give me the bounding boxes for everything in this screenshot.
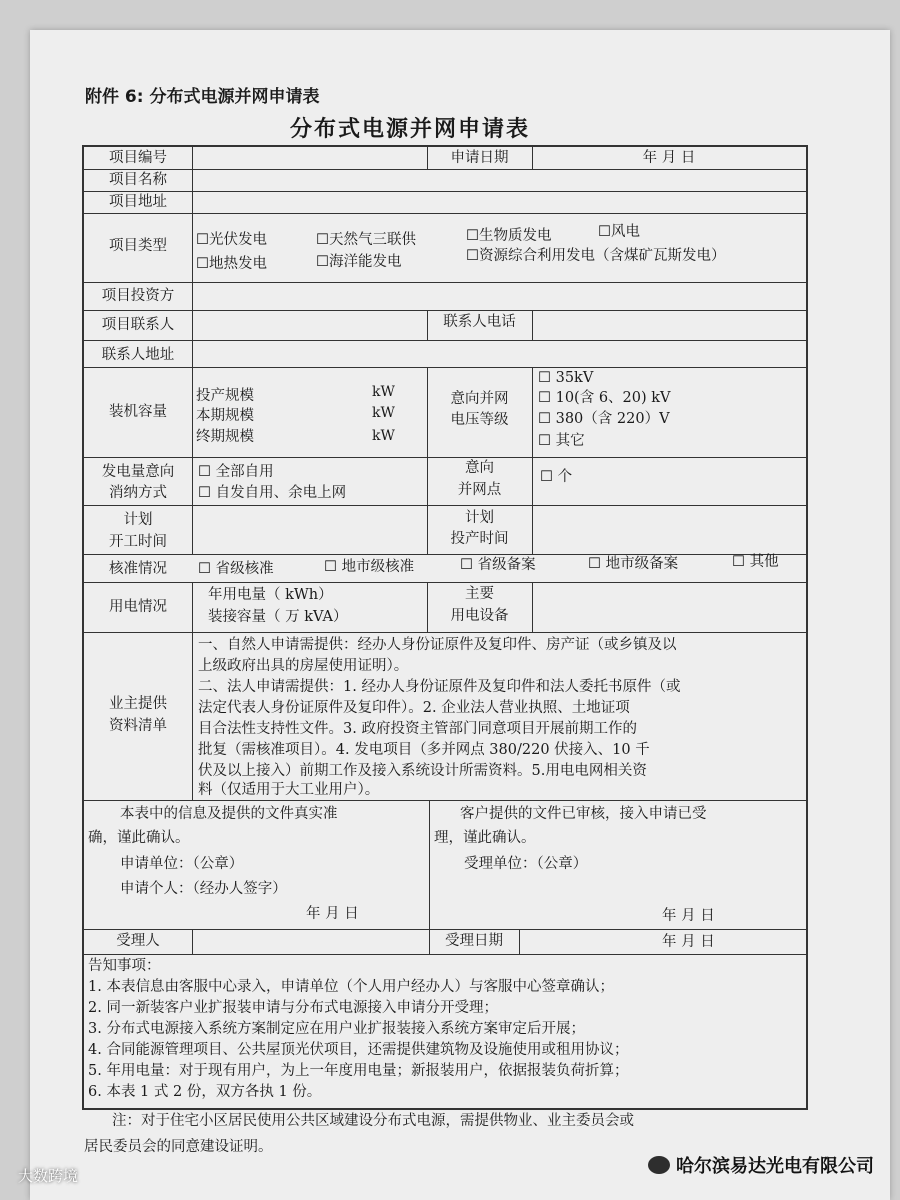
approval-option-province-record[interactable]: ☐ 省级备案 (460, 557, 536, 573)
prod-label-1: 计划 (465, 510, 494, 526)
approval-option-city[interactable]: ☐ 地市级核准 (324, 559, 415, 575)
declare-right-date: 年 月 日 (662, 908, 715, 924)
notice-title: 告知事项： (88, 958, 161, 974)
docs-label-2: 资料清单 (109, 718, 167, 734)
applicant-unit-seal: 申请单位：（公章） (120, 856, 244, 872)
consume-option-surplus[interactable]: ☐ 自发自用、余电上网 (198, 485, 347, 501)
voltage-label-1: 意向并网 (450, 391, 509, 407)
start-label-2: 开工时间 (109, 534, 167, 550)
docs-line: 二、法人申请需提供：1. 经办人身份证原件及复印件和法人委托书原件（或 (198, 679, 681, 695)
applicant-signature: 申请个人：（经办人签字） (120, 881, 287, 897)
type-option-pv[interactable]: ☐光伏发电 (196, 232, 267, 248)
investor-label: 项目投资方 (101, 288, 175, 304)
declare-right-line1: 客户提供的文件已审核，接入申请已受 (460, 806, 707, 822)
capacity-row-label: 投产规模 (196, 388, 254, 404)
consume-label-1: 发电量意向 (101, 464, 175, 480)
declare-right-line2: 理，谨此确认。 (434, 830, 536, 846)
apply-date-label: 申请日期 (450, 150, 509, 166)
footnote-line2: 居民委员会的同意建设证明。 (84, 1139, 273, 1155)
capacity-row-label: 终期规模 (196, 429, 254, 445)
notice-item: 2. 同一新装客户业扩报装申请与分布式电源接入申请分开受理； (88, 1000, 498, 1016)
docs-line: 一、自然人申请需提供：经办人身份证原件及复印件、房产证（或乡镇及以 (198, 637, 677, 653)
prod-label-2: 投产时间 (450, 531, 509, 547)
contact-label: 项目联系人 (101, 317, 175, 333)
type-option-ocean[interactable]: ☐海洋能发电 (316, 254, 402, 270)
annex-label: 附件 6: 分布式电源并网申请表 (85, 87, 320, 107)
project-no-label: 项目编号 (109, 150, 167, 166)
company-watermark-text: 哈尔滨易达光电有限公司 (676, 1156, 874, 1177)
capacity-row-unit: kW (372, 384, 395, 400)
project-address-label: 项目地址 (109, 194, 167, 210)
declare-left-line1: 本表中的信息及提供的文件真实准 (120, 806, 338, 822)
docs-label-1: 业主提供 (109, 696, 167, 712)
capacity-row-unit: kW (372, 428, 395, 444)
usage-capacity: 装接容量（ 万 kVA） (208, 609, 348, 625)
voltage-option-other[interactable]: ☐ 其它 (538, 433, 585, 449)
apply-date-value: 年 月 日 (642, 150, 696, 166)
docs-line: 法定代表人身份证原件及复印件）。2. 企业法人营业执照、土地证项 (198, 700, 630, 716)
equip-label-1: 主要 (465, 586, 494, 602)
project-name-label: 项目名称 (109, 172, 167, 188)
docs-line: 伏及以上接入）前期工作及接入系统设计所需资料。5.用电电网相关资 (198, 763, 647, 779)
docs-line: 上级政府出具的房屋使用证明）。 (198, 658, 409, 674)
handle-date-label: 受理日期 (445, 933, 503, 949)
consume-option-self[interactable]: ☐ 全部自用 (198, 464, 274, 480)
type-option-wind[interactable]: ☐风电 (598, 224, 640, 240)
type-option-gas[interactable]: ☐天然气三联供 (316, 232, 416, 248)
source-watermark (18, 1165, 78, 1186)
approval-label: 核准情况 (109, 561, 167, 577)
notice-item: 3. 分布式电源接入系统方案制定应在用户业扩报装接入系统方案审定后开展； (88, 1021, 585, 1037)
contact-address-label: 联系人地址 (101, 347, 175, 363)
notice-item: 5. 年用电量：对于现有用户，为上一年度用电量；新报装用户，依据报装负荷折算； (88, 1063, 629, 1079)
type-option-geothermal[interactable]: ☐地热发电 (196, 256, 267, 272)
docs-line: 目合法性支持性文件。3. 政府投资主管部门同意项目开展前期工作的 (198, 721, 637, 737)
point-value[interactable]: ☐ 个 (540, 469, 573, 485)
voltage-option-380v[interactable]: ☐ 380（含 220）V (538, 411, 670, 427)
contact-phone-label: 联系人电话 (443, 314, 516, 330)
voltage-label-2: 电压等级 (450, 412, 509, 428)
equip-label-2: 用电设备 (450, 608, 509, 624)
approval-option-other[interactable]: ☐ 其他 (732, 554, 779, 570)
approval-option-city-record[interactable]: ☐ 地市级备案 (588, 556, 679, 572)
point-label-1: 意向 (465, 460, 494, 476)
notice-item: 6. 本表 1 式 2 份，双方各执 1 份。 (88, 1084, 322, 1100)
capacity-row-unit: kW (372, 405, 395, 421)
usage-annual: 年用电量（ kWh） (208, 587, 333, 603)
notice-item: 1. 本表信息由客服中心录入，申请单位（个人用户经办人）与客服中心签章确认； (88, 979, 614, 995)
capacity-label: 装机容量 (109, 404, 167, 420)
company-watermark (648, 1152, 874, 1178)
wechat-icon (648, 1156, 670, 1174)
project-type-label: 项目类型 (109, 238, 167, 254)
source-watermark-text: 大数跨境 (18, 1167, 79, 1185)
declare-left-line2: 确，谨此确认。 (88, 830, 190, 846)
usage-label: 用电情况 (109, 599, 167, 615)
notice-item: 4. 合同能源管理项目、公共屋顶光伏项目，还需提供建筑物及设施使用或租用协议； (88, 1042, 629, 1058)
docs-line: 批复（需核准项目）。4. 发电项目（多并网点 380/220 伏接入、10 千 (198, 742, 650, 758)
handler-label: 受理人 (116, 933, 160, 949)
capacity-row-label: 本期规模 (196, 408, 254, 424)
approval-option-province[interactable]: ☐ 省级核准 (198, 561, 274, 577)
declare-left-date: 年 月 日 (306, 906, 359, 922)
handle-date-value: 年 月 日 (662, 934, 715, 950)
voltage-option-10kv[interactable]: ☐ 10(含 6、20) kV (538, 390, 671, 406)
docs-line: 料（仅适用于大工业用户）。 (198, 782, 380, 798)
acceptor-unit-seal: 受理单位：（公章） (464, 856, 588, 872)
start-label-1: 计划 (123, 512, 153, 528)
type-option-resource[interactable]: ☐资源综合利用发电（含煤矿瓦斯发电） (466, 248, 726, 264)
voltage-option-35kv[interactable]: ☐ 35kV (538, 370, 594, 386)
type-option-biomass[interactable]: ☐生物质发电 (466, 228, 552, 244)
consume-label-2: 消纳方式 (109, 485, 167, 501)
form-table (82, 145, 808, 1110)
footnote-line1: 注：对于住宅小区居民使用公共区域建设分布式电源，需提供物业、业主委员会或 (112, 1113, 634, 1129)
form-title: 分布式电源并网申请表 (290, 117, 531, 142)
point-label-2: 并网点 (457, 482, 502, 498)
